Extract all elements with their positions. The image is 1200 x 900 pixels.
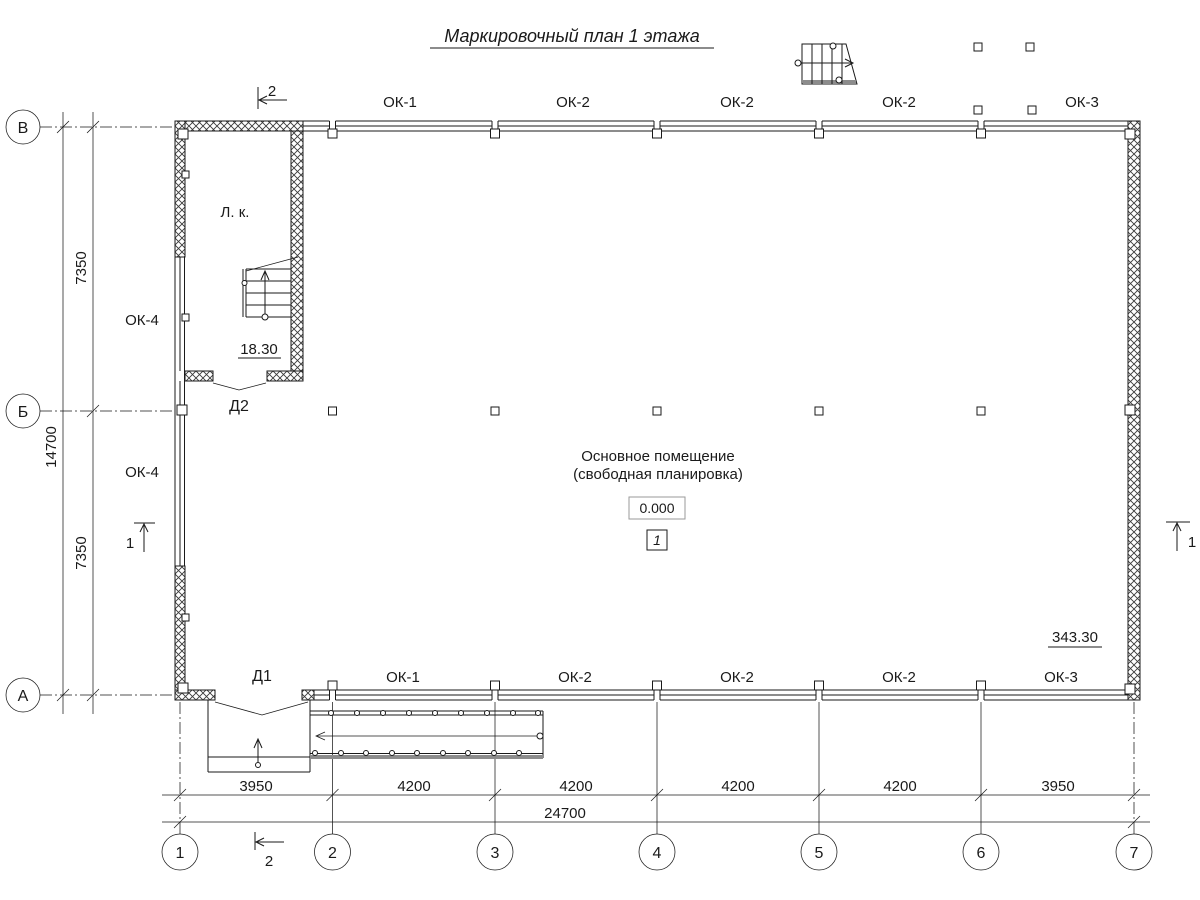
- column-grid-lines: [180, 702, 1134, 834]
- stair-flight: [242, 257, 298, 320]
- bottom-dimensions: [162, 778, 1150, 828]
- axis-col-1: 1: [175, 845, 185, 862]
- window-label-bottom-4: ОК-2: [882, 669, 916, 686]
- dim-bottom-4: 4200: [721, 778, 755, 795]
- axis-col-5: 5: [814, 845, 824, 862]
- left-dimensions: [43, 112, 99, 714]
- window-label-bottom-5: ОК-3: [1044, 669, 1078, 686]
- dim-bottom-6: 3950: [1041, 778, 1075, 795]
- entrance-ramp: [310, 711, 543, 759]
- window-labels-top: [383, 94, 1099, 111]
- section-mark-1-right: [1166, 522, 1196, 551]
- stairwell: [185, 257, 303, 390]
- axis-col-3: 3: [490, 845, 500, 862]
- window-label-left-upper: ОК-4: [125, 312, 159, 329]
- main-room-texts: [573, 448, 1102, 647]
- elevation-value: 0.000: [639, 500, 675, 516]
- ramp-railing-posts: [313, 711, 541, 756]
- window-labels-bottom: [386, 669, 1078, 686]
- detail-squares: [974, 43, 1036, 114]
- window-label-bottom-2: ОК-2: [558, 669, 592, 686]
- top-wall-columns: [328, 121, 986, 139]
- section-mark-1-left: [126, 523, 155, 552]
- section-mark-2-top: [258, 83, 287, 109]
- door-d1-swing: [215, 702, 308, 715]
- stair-section-detail: [795, 43, 857, 84]
- stair-room-label: Л. к.: [220, 204, 250, 221]
- interior-columns: [329, 407, 986, 415]
- axis-col-7: 7: [1129, 845, 1139, 862]
- dim-left-1: 7350: [73, 251, 90, 285]
- section-2-label-top: 2: [267, 83, 277, 100]
- dim-bottom-3: 4200: [559, 778, 593, 795]
- axis-col-4: 4: [652, 845, 662, 862]
- window-label-top-5: ОК-3: [1065, 94, 1099, 111]
- window-label-top-4: ОК-2: [882, 94, 916, 111]
- dim-bottom-1: 3950: [239, 778, 273, 795]
- entrance-porch: [208, 700, 310, 772]
- window-label-top-2: ОК-2: [556, 94, 590, 111]
- axis-row-v: В: [17, 120, 29, 137]
- section-1-label-left: 1: [125, 535, 135, 552]
- section-1-label-right: 1: [1187, 534, 1197, 551]
- main-room-area: 343.30: [1052, 629, 1098, 646]
- window-label-top-3: ОК-2: [720, 94, 754, 111]
- sheet-title: Маркировочный план 1 этажа: [444, 26, 700, 46]
- axis-col-2: 2: [328, 845, 337, 862]
- stair-room-area: 18.30: [240, 341, 278, 358]
- window-label-left-lower: ОК-4: [125, 464, 159, 481]
- dim-bottom-5: 4200: [883, 778, 917, 795]
- section-mark-2-bottom: [255, 832, 284, 870]
- window-label-bottom-1: ОК-1: [386, 669, 420, 686]
- door-label-d2: Д2: [229, 398, 249, 415]
- stair-arrow-base: [262, 314, 268, 320]
- room-number: 1: [653, 532, 661, 548]
- main-room-name: Основное помещение: [581, 448, 735, 465]
- column-axis-markers: [162, 834, 1152, 870]
- door-d2-swing: [213, 383, 266, 390]
- section-2-label-bottom: 2: [264, 853, 274, 870]
- axis-row-a: А: [17, 688, 29, 705]
- dim-bottom-2: 4200: [397, 778, 431, 795]
- dim-left-total: 14700: [43, 426, 60, 468]
- door-label-d1: Д1: [252, 668, 272, 685]
- axis-row-b: Б: [17, 404, 29, 421]
- row-axis-markers: [6, 110, 175, 712]
- window-label-top-1: ОК-1: [383, 94, 417, 111]
- dim-bottom-total: 24700: [544, 805, 586, 822]
- axis-col-6: 6: [976, 845, 986, 862]
- main-room-note: (свободная планировка): [573, 466, 743, 483]
- dim-left-2: 7350: [73, 536, 90, 570]
- window-label-bottom-3: ОК-2: [720, 669, 754, 686]
